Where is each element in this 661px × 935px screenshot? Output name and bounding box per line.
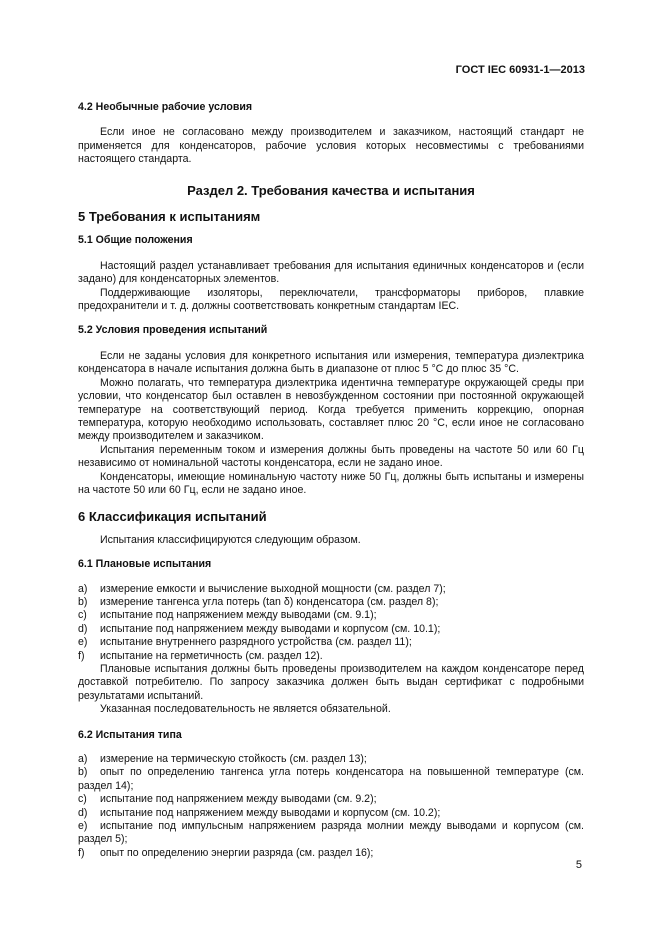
list-text: измерение тангенса угла потерь (tan δ) конденсатора (см. раздел 8); — [100, 595, 439, 608]
list-letter: d) — [78, 806, 88, 819]
section-6-1-p1: Плановые испытания должны быть проведены производителем на каждом конденсаторе перед доставкой потребителю. По запросу заказчика должен быть выдан сертификат с подробными результатами испытаний. — [78, 663, 584, 702]
section-4-2-title: 4.2 Необычные рабочие условия — [78, 101, 253, 113]
section-4-2-text: Если иное не согласовано между производителем и заказчиком, настоящий стандарт не применяется для конденсаторов, рабочие условия которых несовместимы с требованиями настоящего стандарта. — [78, 126, 584, 166]
section-6-1-title: 6.1 Плановые испытания — [78, 558, 212, 571]
list-item — [78, 807, 584, 820]
section-5-1-p2: Поддерживающие изоляторы, переключатели, трансформаторы приборов, плавкие предохранители и т. д. должны соответствовать конкретным стандартам IEC. — [78, 286, 584, 313]
razdel-2-title: Раздел 2. Требования качества и испытания — [187, 182, 475, 198]
list-letter: a) — [78, 582, 88, 595]
list-letter: d) — [78, 622, 88, 635]
section-6-2-list — [78, 753, 584, 860]
section-5-2-p1: Если не заданы условия для конкретного испытания или измерения, температура диэлектрика конденсатора в начале испытания должна быть в диапазоне от плюс 5 °С до плюс 35 °С. — [78, 349, 584, 376]
section-5-1-title: 5.1 Общие положения — [78, 234, 193, 247]
list-text: испытание под напряжением между выводами и корпусом (см. 10.2); — [100, 806, 441, 819]
section-5-2-title: 5.2 Условия проведения испытаний — [78, 324, 268, 337]
list-letter: e) — [78, 820, 88, 833]
list-letter: b) — [78, 595, 88, 608]
list-item — [78, 623, 584, 636]
section-5-2-p4: Конденсаторы, имеющие номинальную частоту ниже 50 Гц, должны быть испытаны и измерены на частоте 50 или 60 Гц, если не задано иное. — [78, 470, 584, 496]
section-5-title: 5 Требования к испытаниям — [78, 209, 261, 225]
list-item — [78, 820, 584, 847]
section-5-2-p2: Можно полагать, что температура диэлектрика идентична температуре окружающей среды при условии, что конденсатор был оставлен в невозбужденном состоянии при постоянной окружающей температуре на соответствующий период. Когда требуется применить коррекцию, опорная температура, которую необходимо использовать, составляет плюс 20 °С, если иное не согласовано между производителем и заказчиком. — [78, 376, 584, 443]
section-5-2-p3: Испытания переменным током и измерения должны быть проведены на частоте 50 или 60 Гц независимо от номинальной частоты конденсатора, если не задано иное. — [78, 443, 584, 470]
page-content — [78, 101, 584, 860]
list-letter: a) — [78, 753, 88, 766]
list-text: измерение на термическую стойкость (см. раздел 13); — [100, 753, 367, 766]
list-text: испытание под напряжением между выводами и корпусом (см. 10.1); — [100, 622, 441, 635]
list-text: испытание на герметичность (см. раздел 12). — [100, 649, 323, 662]
section-6-1-list — [78, 583, 584, 663]
list-item — [78, 847, 584, 860]
list-item — [78, 609, 584, 622]
section-5-1-p1: Настоящий раздел устанавливает требования для испытания единичных конденсаторов и (если задано) для конденсаторных элементов. — [78, 259, 584, 286]
section-6-1-p2: Указанная последовательность не является обязательной. — [100, 703, 391, 716]
list-letter: b) — [78, 766, 88, 779]
list-letter: e) — [78, 636, 88, 649]
list-text: испытание под напряжением между выводами (см. 9.1); — [100, 609, 377, 622]
list-item — [78, 793, 584, 806]
list-item — [78, 636, 584, 649]
section-6-intro: Испытания классифицируются следующим образом. — [100, 533, 361, 546]
list-letter: c) — [78, 609, 87, 622]
list-item — [78, 766, 584, 793]
list-text: испытание под напряжением между выводами (см. 9.2); — [100, 793, 377, 806]
document-header: ГОСТ IEC 60931-1—2013 — [455, 64, 585, 76]
list-letter: c) — [78, 793, 87, 806]
list-letter: f) — [78, 649, 85, 662]
list-text: опыт по определению энергии разряда (см. раздел 16); — [100, 846, 374, 859]
page-number: 5 — [575, 859, 582, 871]
list-item — [78, 753, 584, 766]
list-item — [78, 596, 584, 609]
list-letter: f) — [78, 846, 85, 859]
section-6-2-title: 6.2 Испытания типа — [78, 728, 182, 741]
list-text: испытание внутреннего разрядного устройства (см. раздел 11); — [100, 636, 412, 649]
list-item — [78, 583, 584, 596]
list-text: опыт по определению тангенса угла потерь конденсатора на повышенной температуре (см. раздел 14); — [78, 766, 584, 792]
list-item — [78, 650, 584, 663]
section-6-title: 6 Классификация испытаний — [78, 509, 267, 525]
list-text: измерение емкости и вычисление выходной мощности (см. раздел 7); — [100, 582, 446, 595]
list-text: испытание под импульсным напряжением разряда молнии между выводами и корпусом (см. раздел 5); — [78, 820, 584, 846]
